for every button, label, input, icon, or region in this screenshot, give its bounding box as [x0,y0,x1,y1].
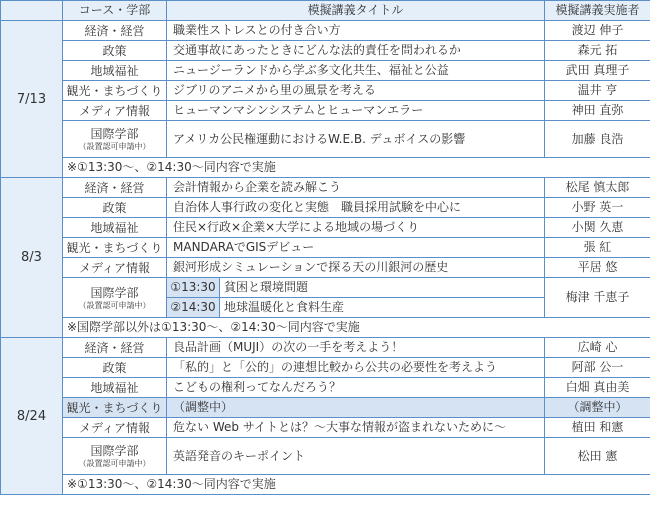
course-cell [63,258,167,278]
instructor-name: 小関 久恵 [545,218,650,238]
table-row [1,218,650,238]
lecture-title: 英語発音のキーポイント [167,438,545,475]
course-name: 観光・まちづくり [66,400,163,415]
lecture-title: ヒューマンマシンシステムとヒューマンエラー [167,101,545,121]
table-row [1,198,650,218]
session-note: ※国際学部以外は①13:30～、②14:30～同内容で実施 [63,318,650,338]
note-row [1,158,650,178]
course-cell [63,418,167,438]
instructor-name: 武田 真理子 [545,61,650,81]
split-time: ①13:30 [167,278,220,297]
session-date: 8/24 [1,338,63,495]
split-title-cell [167,278,545,318]
lecture-title: 危ない Web サイトとは？～大事な情報が盗まれないために～ [167,418,545,438]
course-name: 経済・経営 [84,340,145,355]
course-status-note: （設置認可申請中） [78,459,151,468]
course-cell [63,81,167,101]
instructor-name: 渡辺 伸子 [545,21,650,41]
lecture-title: こどもの権利ってなんだろう？ [167,378,545,398]
lecture-title: 「私的」と「公的」の連想比較から公共の必要性を考えよう [167,358,545,378]
course-name: 観光・まちづくり [66,83,163,98]
lecture-title: MANDARAでGISデビュー [167,238,545,258]
course-cell [63,178,167,198]
lecture-title: 職業性ストレスとの付き合い方 [167,21,545,41]
course-cell [63,61,167,81]
course-cell [63,218,167,238]
instructor-name: 加藤 良浩 [545,121,650,158]
course-cell [63,198,167,218]
course-name: 経済・経営 [84,23,145,38]
table-row [1,398,650,418]
table-row [1,121,650,158]
course-cell [63,278,167,318]
table-row [1,81,650,101]
lecture-title: ニュージーランドから学ぶ多文化共生、福祉と公益 [167,61,545,81]
instructor-name: 小野 英一 [545,198,650,218]
table-row [1,278,650,318]
lecture-title: 会計情報から企業を読み解こう [167,178,545,198]
header-title: 模擬講義タイトル [167,1,545,21]
course-name: 国際学部 [90,285,139,300]
course-name: 地域福祉 [90,220,139,235]
table-row [1,238,650,258]
table-row [1,338,650,358]
instructor-name: 平居 悠 [545,258,650,278]
course-name: 観光・まちづくり [66,240,163,255]
course-cell [63,21,167,41]
table-row [1,41,650,61]
course-name: 経済・経営 [84,180,145,195]
header-row [1,1,650,21]
course-status-note: （設置認可申請中） [78,142,151,151]
instructor-name: 森元 拓 [545,41,650,61]
course-cell [63,378,167,398]
split-title: 地球温暖化と食料生産 [224,300,345,314]
split-row [167,297,544,317]
header-date [1,1,63,21]
course-name: 政策 [102,43,127,58]
session-note: ※①13:30～、②14:30～同内容で実施 [63,158,650,178]
instructor-name: 白畑 真由美 [545,378,650,398]
course-cell [63,398,167,418]
instructor-name: 温井 亨 [545,81,650,101]
course-name: 政策 [102,360,127,375]
instructor-name: 神田 直弥 [545,101,650,121]
lecture-title: アメリカ公民権運動におけるW.E.B. デュボイスの影響 [167,121,545,158]
lecture-title: ジブリのアニメから里の風景を考える [167,81,545,101]
lecture-title: 自治体人事行政の変化と実態 職員採用試験を中心に [167,198,545,218]
table-row [1,358,650,378]
course-name: 地域福祉 [90,63,139,78]
course-name: 国際学部 [90,444,139,458]
session-date: 8/3 [1,178,63,338]
course-cell [63,238,167,258]
course-cell [63,338,167,358]
course-name: メディア情報 [78,420,151,435]
table-row [1,178,650,198]
instructor-name: 松田 憲 [545,438,650,475]
instructor-name: 植田 和憲 [545,418,650,438]
table-row [1,61,650,81]
table-row [1,418,650,438]
header-course: コース・学部 [63,1,167,21]
note-row [1,475,650,495]
course-status-note: （設置認可申請中） [78,300,151,310]
header-instructor: 模擬講義実施者 [545,1,650,21]
session-note: ※①13:30～、②14:30～同内容で実施 [63,475,650,495]
schedule-body [1,21,650,495]
table-row [1,21,650,41]
table-row [1,438,650,475]
course-cell [63,41,167,61]
split-time: ②14:30 [167,298,220,317]
instructor-name: 張 紅 [545,238,650,258]
session-date: 7/13 [1,21,63,178]
course-name: メディア情報 [78,260,151,275]
split-row [167,278,544,297]
course-name: 地域福祉 [90,380,139,395]
instructor-name: 松尾 慎太郎 [545,178,650,198]
course-cell [63,101,167,121]
lecture-title: 銀河形成シミュレーションで探る天の川銀河の歴史 [167,258,545,278]
instructor-name: （調整中） [545,398,650,418]
table-row [1,378,650,398]
instructor-name: 広崎 心 [545,338,650,358]
lecture-title: 交通事故にあったときにどんな法的責任を問われるか [167,41,545,61]
table-row [1,258,650,278]
course-cell [63,358,167,378]
split-title: 貧困と環境問題 [224,280,309,294]
table-row [1,101,650,121]
course-cell [63,438,167,475]
instructor-name: 阿部 公一 [545,358,650,378]
lecture-title: 良品計画（MUJI）の次の一手を考えよう！ [167,338,545,358]
lecture-title: 住民×行政×企業×大学による地域の場づくり [167,218,545,238]
course-cell [63,121,167,158]
course-name: 国際学部 [90,127,139,141]
instructor-name: 梅津 千恵子 [545,278,650,318]
lecture-title: （調整中） [167,398,545,418]
course-name: メディア情報 [78,103,151,118]
course-name: 政策 [102,200,127,215]
note-row [1,318,650,338]
